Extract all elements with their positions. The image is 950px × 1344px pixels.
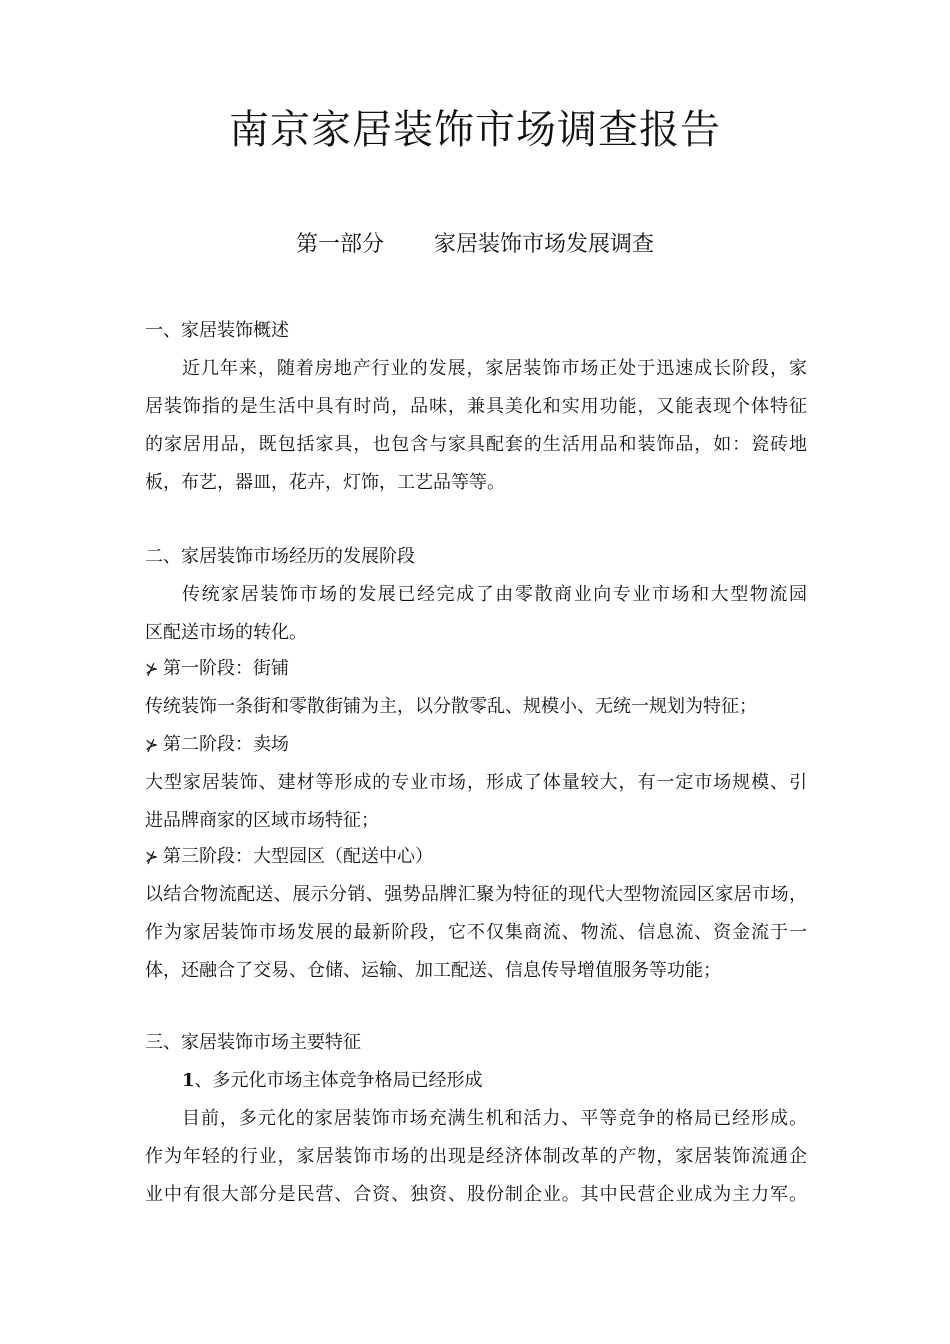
bullet-icon: ⊁ (145, 659, 159, 678)
part-heading: 家居装饰市场发展调查 (434, 232, 655, 257)
paragraph-line: 以结合物流配送、展示分销、强势品牌汇聚为特征的现代大型物流园区家居市场， (145, 884, 807, 905)
paragraph-line: 目前，多元化的家居装饰市场充满生机和活力、平等竞争的格局已经形成。 (182, 1108, 807, 1129)
paragraph-line: 区配送市场的转化。 (145, 622, 307, 643)
paragraph-line: 大型家居装饰、建材等形成的专业市场，形成了体量较大，有一定市场规模、引 (145, 772, 807, 793)
paragraph-line: 居装饰指的是生活中具有时尚，品味，兼具美化和实用功能，又能表现个体特征 (145, 396, 807, 417)
subsection-title: 、多元化市场主体竞争格局已经形成 (194, 1070, 483, 1091)
stage-item (145, 654, 807, 684)
stage-label: 第一阶段：街铺 (163, 658, 289, 679)
stage-item (145, 730, 807, 760)
section-heading: 一、家居装饰概述 (145, 320, 289, 341)
paragraph-line: 的家居用品，既包括家具，也包含与家具配套的生活用品和装饰品，如：瓷砖地 (145, 434, 807, 455)
stage-item (145, 842, 807, 872)
paragraph-line: 传统家居装饰市场的发展已经完成了由零散商业向专业市场和大型物流园 (182, 584, 807, 605)
stage-label: 第二阶段：卖场 (163, 734, 289, 755)
paragraph-line: 业中有很大部分是民营、合资、独资、股份制企业。其中民营企业成为主力军。 (145, 1184, 807, 1205)
paragraph-line: 板，布艺，器皿，花卉，灯饰，工艺品等等。 (145, 472, 505, 493)
subsection-number: 1 (182, 1070, 195, 1091)
subsection-heading (182, 1066, 807, 1096)
stage-label: 第三阶段：大型园区（配送中心） (163, 846, 433, 867)
section-heading: 二、家居装饰市场经历的发展阶段 (145, 546, 415, 567)
document-title: 南京家居装饰市场调查报告 (229, 107, 721, 153)
paragraph-line: 作为家居装饰市场发展的最新阶段，它不仅集商流、物流、信息流、资金流于一 (145, 922, 807, 943)
bullet-icon: ⊁ (145, 735, 159, 754)
bullet-icon: ⊁ (145, 847, 159, 866)
paragraph-line: 体，还融合了交易、仓储、运输、加工配送、信息传导增值服务等功能； (145, 960, 721, 981)
paragraph-line: 传统装饰一条街和零散街铺为主，以分散零乱、规模小、无统一规划为特征； (145, 696, 757, 717)
part-title (0, 228, 950, 262)
paragraph-line: 进品牌商家的区域市场特征； (145, 810, 379, 831)
section-heading: 三、家居装饰市场主要特征 (145, 1032, 361, 1053)
paragraph-line: 作为年轻的行业，家居装饰市场的出现是经济体制改革的产物，家居装饰流通企 (145, 1146, 807, 1167)
part-label: 第一部分 (295, 232, 384, 257)
paragraph-line: 近几年来，随着房地产行业的发展，家居装饰市场正处于迅速成长阶段，家 (182, 358, 807, 379)
